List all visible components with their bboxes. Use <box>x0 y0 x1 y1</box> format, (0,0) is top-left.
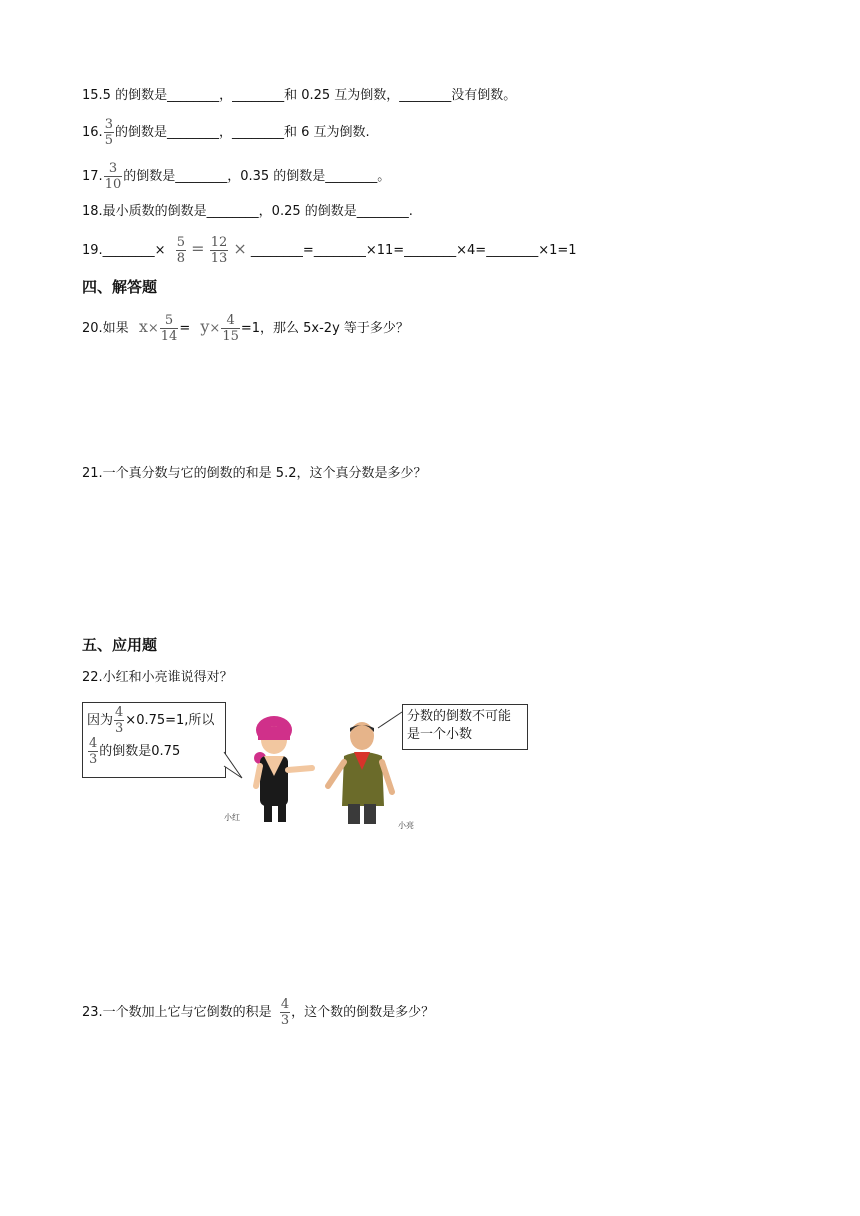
question-20 <box>82 314 409 343</box>
section-heading-5: 五、应用题 <box>82 636 158 654</box>
question-19-prefix: 19.________× <box>82 243 166 258</box>
question-16-text: 的倒数是________，________和 6 互为倒数. <box>114 125 370 140</box>
question-23-prefix: 23.一个数加上它与它倒数的积是 <box>82 1005 272 1020</box>
fraction: $\frac{4}{3}$ <box>89 736 98 767</box>
bubble-tail-right <box>378 712 402 728</box>
question-20-prefix: 20.如果 <box>82 321 129 336</box>
question-19 <box>82 236 577 265</box>
question-17-number: 17. <box>82 169 103 184</box>
bubble-line-2: $\frac{4}{3}$ 的倒数是0.75 <box>89 736 181 767</box>
question-21-text: 21.一个真分数与它的倒数的和是 5.2，这个真分数是多少？ <box>82 466 427 481</box>
question-23-suffix: ，这个数的倒数是多少？ <box>291 1005 435 1020</box>
variable-x: x <box>138 317 148 336</box>
question-22 <box>82 668 233 688</box>
fraction: $\frac{3}{10}$ <box>104 161 122 192</box>
bubble-tail-left <box>224 752 242 778</box>
question-15 <box>82 86 516 106</box>
fraction: $\frac{4}{3}$ <box>280 997 290 1028</box>
illustration <box>80 700 540 840</box>
question-18 <box>82 202 413 222</box>
caption-xiaohong: 小红 <box>224 813 240 822</box>
times-sign: × <box>147 321 159 336</box>
variable-y: y <box>200 317 210 336</box>
illustration-figures <box>80 700 540 840</box>
caption-xiaoliang: 小亮 <box>398 821 414 830</box>
times-sign: × <box>209 321 221 336</box>
question-16 <box>82 118 370 147</box>
equals-sign: = <box>179 321 191 336</box>
question-16-number: 16. <box>82 125 103 140</box>
girl-figure <box>254 716 312 822</box>
equals-sign: = <box>191 239 205 258</box>
fraction: $\frac{3}{5}$ <box>104 117 113 148</box>
boy-figure <box>328 722 392 824</box>
question-17-text: 的倒数是________，0.35 的倒数是________。 <box>123 169 391 184</box>
question-22-text: 22.小红和小亮谁说得对？ <box>82 670 233 685</box>
question-19-suffix: ________=________×11=________×4=________×1=1 <box>250 243 577 258</box>
question-18-text: 18.最小质数的倒数是________，0.25 的倒数是________. <box>82 204 413 219</box>
speech-bubble-xiaoliang: 分数的倒数不可能 是一个小数 <box>402 704 528 750</box>
times-sign: × <box>233 239 247 258</box>
fraction: $\frac{4}{15}$ <box>222 313 239 344</box>
fraction: $\frac{5}{14}$ <box>160 313 178 344</box>
bubble-line-1: 因为 $\frac{4}{3}$ ×0.75=1,所以 <box>87 705 215 736</box>
question-15-text: 15.5 的倒数是________，________和 0.25 互为倒数，________没有倒数。 <box>82 88 517 103</box>
question-20-suffix: =1，那么 5x-2y 等于多少？ <box>240 321 409 336</box>
question-21 <box>82 464 426 484</box>
fraction: $\frac{4}{3}$ <box>115 705 124 736</box>
fraction: $\frac{5}{8}$ <box>176 235 185 266</box>
question-17 <box>82 162 390 191</box>
fraction: $\frac{12}{13}$ <box>210 235 228 266</box>
question-23 <box>82 998 434 1027</box>
section-heading-4: 四、解答题 <box>82 278 158 296</box>
